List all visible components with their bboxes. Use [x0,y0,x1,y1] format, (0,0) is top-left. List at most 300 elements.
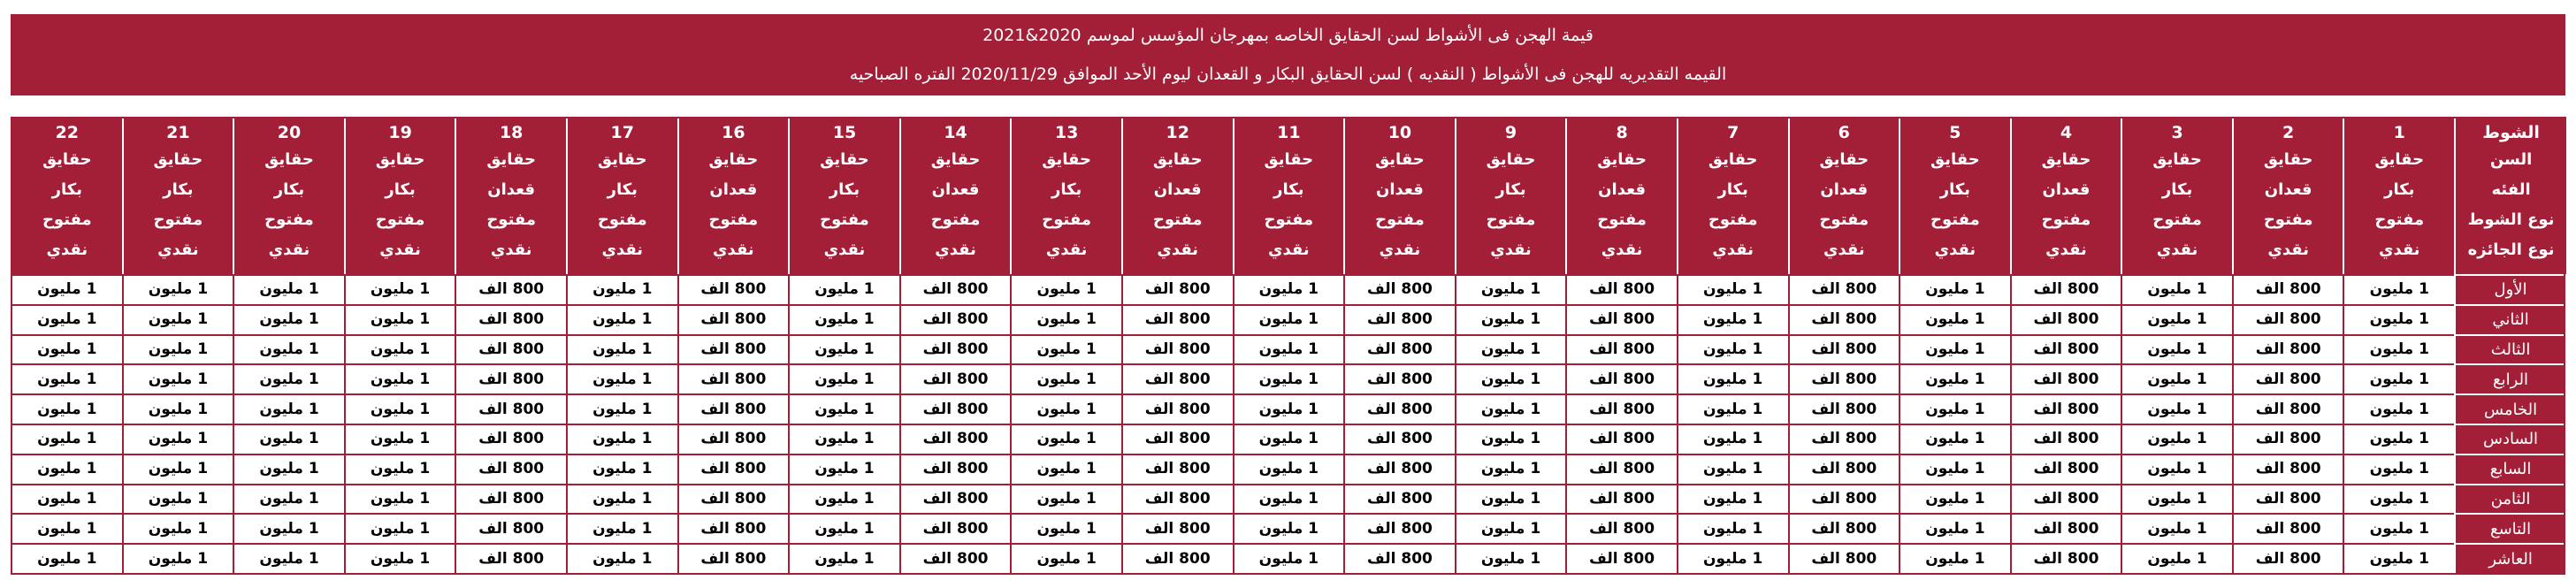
prize-cell: 800 الف [1344,275,1456,305]
prize-cell: 1 مليون [233,335,345,365]
table-row [11,454,2566,485]
table-row [11,335,2566,365]
prize-cell: 800 الف [1344,454,1456,485]
prize-cell: 1 مليون [233,544,345,574]
prize-cell: 1 مليون [233,485,345,515]
race-type: مفتوح [1152,210,1203,229]
prize-cell: 800 الف [1122,394,1234,424]
prize-cell: 800 الف [678,485,790,515]
race-type: مفتوح [2152,210,2202,229]
prize-cell: 1 مليون [1456,514,1567,544]
prize-cell: 1 مليون [2121,394,2233,424]
race-category: قعدان [1820,180,1869,199]
prize-cell: 800 الف [900,364,1012,394]
race-number: 2 [2282,123,2295,142]
race-category: قعدان [487,180,536,199]
race-number: 18 [499,123,524,142]
prize-cell: 1 مليون [345,364,456,394]
prize-cell: 1 مليون [2121,485,2233,515]
prize-cell: 1 مليون [1456,275,1567,305]
prize-cell: 800 الف [1789,364,1900,394]
race-number: 15 [832,123,857,142]
race-category: بكار [2161,180,2193,199]
place-label: الثامن [2455,485,2566,515]
prize-cell: 1 مليون [789,275,900,305]
race-type: مفتوح [1597,210,1647,229]
race-prize-type: نقدي [379,241,421,259]
prize-cell: 1 مليون [345,485,456,515]
prize-cell: 1 مليون [1678,485,1789,515]
race-number: 14 [944,123,967,142]
prize-cell: 800 الف [900,394,1012,424]
prize-cell: 800 الف [1344,424,1456,454]
prize-cell: 1 مليون [1678,275,1789,305]
prize-cell: 800 الف [1789,394,1900,424]
race-number: 13 [1054,123,1079,142]
prize-cell: 1 مليون [1900,364,2011,394]
race-prize-type: نقدي [1268,241,1310,259]
prize-cell: 1 مليون [1234,544,1345,574]
race-column-header [678,117,790,275]
race-column-header [1900,117,2011,275]
race-prize-type: نقدي [268,241,310,259]
race-column-header [455,117,567,275]
prize-cell: 800 الف [2011,275,2122,305]
place-label: الرابع [2455,364,2566,394]
prize-cell: 800 الف [455,454,567,485]
prize-type-label: نوع الجائزه [2467,241,2555,259]
prize-cell: 800 الف [2233,424,2344,454]
race-prize-type: نقدي [1601,241,1643,259]
prize-cell: 1 مليون [1456,364,1567,394]
race-age: حقايق [1486,150,1536,169]
prize-cell: 1 مليون [1011,275,1122,305]
prize-cell: 1 مليون [345,544,456,574]
table-row [11,544,2566,574]
race-number: 1 [2393,123,2405,142]
race-prize-type: نقدي [46,241,88,259]
race-number: 17 [610,123,634,142]
prize-cell: 800 الف [678,424,790,454]
prize-cell: 1 مليون [123,454,234,485]
race-prize-type: نقدي [713,241,754,259]
race-category: بكار [51,180,82,199]
race-category: قعدان [1375,180,1424,199]
race-number: 4 [2060,123,2073,142]
table-row [11,364,2566,394]
prize-cell: 1 مليون [1900,544,2011,574]
prize-cell: 1 مليون [345,454,456,485]
prize-cell: 800 الف [1122,454,1234,485]
title-banner [11,14,2565,95]
race-age: حقايق [2152,150,2202,169]
prize-cell: 800 الف [455,275,567,305]
race-type: مفتوح [820,210,869,229]
race-category: قعدان [709,180,758,199]
race-column-header [789,117,900,275]
prize-cell: 800 الف [1566,544,1678,574]
race-column-header [2343,117,2455,275]
prize-cell: 800 الف [455,364,567,394]
table-row [11,514,2566,544]
prize-cell: 1 مليون [123,305,234,335]
prize-cell: 1 مليون [2121,335,2233,365]
race-number: 3 [2171,123,2183,142]
race-number: 5 [1949,123,1961,142]
race-column-header [1789,117,1900,275]
race-category: بكار [607,180,638,199]
prize-cell: 800 الف [1789,544,1900,574]
race-category: بكار [163,180,194,199]
prize-cell: 800 الف [1566,364,1678,394]
prize-cell: 1 مليون [1456,544,1567,574]
race-age: حقايق [1375,150,1425,169]
race-type: مفتوح [2263,210,2313,229]
race-prize-type: نقدي [1823,241,1865,259]
prize-cell: 1 مليون [1678,454,1789,485]
race-age: حقايق [42,150,92,169]
race-category: قعدان [931,180,980,199]
prize-cell: 1 مليون [2343,544,2455,574]
race-prize-type: نقدي [823,241,866,259]
race-column-header [1456,117,1567,275]
race-type: مفتوح [153,210,203,229]
prize-cell: 1 مليون [11,335,123,365]
prize-cell: 800 الف [2233,514,2344,544]
race-age: حقايق [2374,150,2425,169]
prize-cell: 800 الف [2011,364,2122,394]
prize-cell: 800 الف [2011,544,2122,574]
race-prize-type: نقدي [157,241,199,259]
prize-cell: 800 الف [2011,305,2122,335]
race-category: بكار [385,180,416,199]
prize-cell: 1 مليون [11,485,123,515]
prize-cell: 800 الف [1789,305,1900,335]
prize-cell: 800 الف [2011,454,2122,485]
race-column-header [345,117,456,275]
prize-cell: 1 مليون [567,275,678,305]
prize-cell: 800 الف [1122,275,1234,305]
prize-cell: 800 الف [678,305,790,335]
prize-cell: 1 مليون [2121,364,2233,394]
race-age: حقايق [2263,150,2313,169]
prize-cell: 1 مليون [1900,305,2011,335]
prize-cell: 800 الف [2011,485,2122,515]
prize-cell: 800 الف [1566,514,1678,544]
prize-cell: 800 الف [1122,364,1234,394]
race-age: حقايق [1264,150,1314,169]
prize-cell: 1 مليون [1234,454,1345,485]
prize-cell: 1 مليون [2121,275,2233,305]
prize-cell: 1 مليون [233,275,345,305]
prize-cell: 1 مليون [789,335,900,365]
prize-cell: 1 مليون [567,544,678,574]
prize-cell: 800 الف [900,275,1012,305]
prize-cell: 1 مليون [1011,485,1122,515]
prize-cell: 800 الف [678,394,790,424]
prize-cell: 800 الف [1566,335,1678,365]
prize-cell: 1 مليون [123,424,234,454]
race-prize-type: نقدي [2378,241,2420,259]
prize-cell: 1 مليون [233,394,345,424]
prize-cell: 1 مليون [1456,424,1567,454]
prize-cell: 800 الف [900,305,1012,335]
prize-cell: 1 مليون [1234,335,1345,365]
prize-cell: 1 مليون [789,364,900,394]
prize-cell: 800 الف [1122,335,1234,365]
page-subtitle: القيمه التقديريه للهجن فى الأشواط ( النقديه ) لسن الحقايق البكار و القعدان ليوم الأحد الموافق 2020/11/29 الفتره الصباحيه [849,65,1727,84]
prize-cell: 1 مليون [1678,424,1789,454]
race-category: بكار [1051,180,1082,199]
prize-cell: 800 الف [455,335,567,365]
prize-cell: 1 مليون [1234,514,1345,544]
prize-cell: 800 الف [678,335,790,365]
row-labels-header [2455,117,2566,275]
prize-cell: 800 الف [1344,485,1456,515]
race-category: قعدان [1598,180,1647,199]
race-column-header [1566,117,1678,275]
prize-cell: 1 مليون [123,485,234,515]
prize-cell: 1 مليون [11,275,123,305]
prize-cell: 1 مليون [123,514,234,544]
prize-cell: 800 الف [2233,454,2344,485]
prize-cell: 1 مليون [567,454,678,485]
race-column-header [567,117,678,275]
race-type: مفتوح [2374,210,2425,229]
prize-cell: 800 الف [2233,335,2344,365]
race-number: 20 [277,123,302,142]
race-column-header [2011,117,2122,275]
prize-cell: 1 مليون [1900,485,2011,515]
race-number: 16 [722,123,745,142]
prize-cell: 800 الف [678,514,790,544]
prize-cell: 800 الف [1122,514,1234,544]
prize-cell: 1 مليون [789,394,900,424]
race-type: مفتوح [1375,210,1425,229]
prize-cell: 800 الف [1344,364,1456,394]
race-age: حقايق [1819,150,1869,169]
race-type: مفتوح [930,210,981,229]
prize-cell: 1 مليون [1011,514,1122,544]
table-row [11,424,2566,454]
prize-cell: 1 مليون [1678,335,1789,365]
prize-cell: 1 مليون [1456,485,1567,515]
prize-cell: 1 مليون [2121,514,2233,544]
prize-cell: 800 الف [1789,485,1900,515]
race-category: بكار [1717,180,1748,199]
prize-cell: 800 الف [900,454,1012,485]
prize-cell: 800 الف [455,514,567,544]
race-category: قعدان [2042,180,2091,199]
prize-cell: 1 مليون [1011,544,1122,574]
race-age: حقايق [1930,150,1980,169]
prize-cell: 800 الف [900,544,1012,574]
prize-cell: 1 مليون [1900,454,2011,485]
prize-cell: 800 الف [455,305,567,335]
race-age: حقايق [1597,150,1647,169]
prize-cell: 1 مليون [789,544,900,574]
prize-cell: 800 الف [900,335,1012,365]
race-prize-type: نقدي [1379,241,1421,259]
race-label: الشوط [2482,123,2540,142]
prize-cell: 1 مليون [2121,424,2233,454]
race-column-header [1344,117,1456,275]
prize-cell: 800 الف [1566,454,1678,485]
prize-cell: 1 مليون [1234,424,1345,454]
race-type: مفتوح [264,210,314,229]
prize-cell: 1 مليون [2343,305,2455,335]
table-row [11,305,2566,335]
race-number: 6 [1838,123,1850,142]
prize-cell: 800 الف [900,514,1012,544]
prize-cell: 800 الف [2011,424,2122,454]
prize-cell: 1 مليون [1234,275,1345,305]
prize-cell: 1 مليون [1900,424,2011,454]
prize-cell: 1 مليون [1678,305,1789,335]
prize-cell: 1 مليون [11,454,123,485]
race-number: 8 [1616,123,1628,142]
prize-cell: 1 مليون [1456,335,1567,365]
prize-cell: 1 مليون [1678,364,1789,394]
prize-cell: 1 مليون [789,514,900,544]
prize-cell: 1 مليون [1011,305,1122,335]
prize-cell: 1 مليون [345,335,456,365]
prize-cell: 800 الف [1789,424,1900,454]
place-label: السادس [2455,424,2566,454]
prize-cell: 800 الف [455,544,567,574]
prize-cell: 1 مليون [1900,275,2011,305]
prize-cell: 1 مليون [789,424,900,454]
race-category: بكار [2384,180,2415,199]
prize-cell: 1 مليون [1678,514,1789,544]
prize-cell: 800 الف [2233,275,2344,305]
prize-cell: 800 الف [1789,335,1900,365]
prize-cell: 800 الف [2233,364,2344,394]
prize-cell: 1 مليون [789,305,900,335]
race-type: مفتوح [486,210,537,229]
place-label: السابع [2455,454,2566,485]
prize-cell: 1 مليون [789,454,900,485]
prize-cell: 1 مليون [345,305,456,335]
race-category: بكار [829,180,860,199]
prize-cell: 1 مليون [1234,394,1345,424]
race-prize-type: نقدي [2156,241,2198,259]
race-type: مفتوح [708,210,759,229]
race-prize-type: نقدي [2267,241,2309,259]
prize-cell: 1 مليون [1456,394,1567,424]
prize-cell: 1 مليون [1011,424,1122,454]
prize-cell: 1 مليون [1011,335,1122,365]
prize-cell: 800 الف [678,454,790,485]
prize-cell: 1 مليون [2121,305,2233,335]
prize-cell: 1 مليون [2121,454,2233,485]
race-column-header [2233,117,2344,275]
prize-cell: 1 مليون [233,305,345,335]
prize-cell: 1 مليون [1900,514,2011,544]
prize-cell: 800 الف [2011,335,2122,365]
prize-cell: 800 الف [2233,394,2344,424]
page-title: قيمة الهجن فى الأشواط لسن الحقايق الخاصه بمهرجان المؤسس لموسم 2020&2021 [982,26,1594,45]
prize-cell: 800 الف [1566,305,1678,335]
race-age: حقايق [1708,150,1758,169]
prize-cell: 800 الف [2233,485,2344,515]
race-number: 11 [1277,123,1301,142]
race-type: مفتوح [1930,210,1980,229]
prize-cell: 1 مليون [1456,305,1567,335]
prize-cell: 1 مليون [123,364,234,394]
race-number: 19 [388,123,412,142]
race-column-header [900,117,1012,275]
race-age: حقايق [1152,150,1203,169]
prize-cell: 1 مليون [123,275,234,305]
age-label: السن [2489,150,2533,169]
prize-cell: 1 مليون [11,305,123,335]
prize-cell: 1 مليون [233,364,345,394]
race-type: مفتوح [1819,210,1869,229]
prize-cell: 800 الف [1566,275,1678,305]
race-prize-type: نقدي [2045,241,2087,259]
race-type: مفتوح [1486,210,1536,229]
prize-cell: 1 مليون [567,305,678,335]
race-type-label: نوع الشوط [2467,210,2555,229]
table-header-row [11,117,2566,275]
race-column-header [233,117,345,275]
prize-cell: 1 مليون [1011,394,1122,424]
prize-cell: 800 الف [455,424,567,454]
race-column-header [2121,117,2233,275]
race-number: 7 [1727,123,1739,142]
prize-cell: 800 الف [900,485,1012,515]
place-label: الأول [2455,275,2566,305]
race-type: مفتوح [42,210,92,229]
race-number: 9 [1504,123,1517,142]
prize-cell: 1 مليون [233,424,345,454]
prize-cell: 1 مليون [567,364,678,394]
race-number: 22 [55,123,80,142]
prize-cell: 1 مليون [1678,544,1789,574]
race-category: قعدان [2264,180,2312,199]
prize-cell: 1 مليون [233,454,345,485]
race-category: بكار [1939,180,1971,199]
race-prize-type: نقدي [1157,241,1199,259]
prize-cell: 1 مليون [2343,514,2455,544]
race-age: حقايق [1042,150,1091,169]
table-row [11,394,2566,424]
race-age: حقايق [597,150,647,169]
place-label: الثاني [2455,305,2566,335]
prize-cell: 1 مليون [567,394,678,424]
race-age: حقايق [375,150,425,169]
race-column-header [1678,117,1789,275]
prize-cell: 1 مليون [1900,394,2011,424]
race-prize-type: نقدي [601,241,644,259]
race-age: حقايق [2041,150,2091,169]
prize-cell: 1 مليون [1011,364,1122,394]
prize-cell: 800 الف [1344,544,1456,574]
race-type: مفتوح [1042,210,1091,229]
race-type: مفتوح [1264,210,1314,229]
prize-cell: 1 مليون [345,275,456,305]
place-label: التاسع [2455,514,2566,544]
prize-cell: 800 الف [678,364,790,394]
prize-cell: 1 مليون [1678,394,1789,424]
prize-cell: 1 مليون [2343,394,2455,424]
prize-cell: 800 الف [2011,514,2122,544]
race-category: بكار [273,180,305,199]
race-type: مفتوح [375,210,425,229]
place-label: العاشر [2455,544,2566,574]
prize-table [11,117,2567,575]
